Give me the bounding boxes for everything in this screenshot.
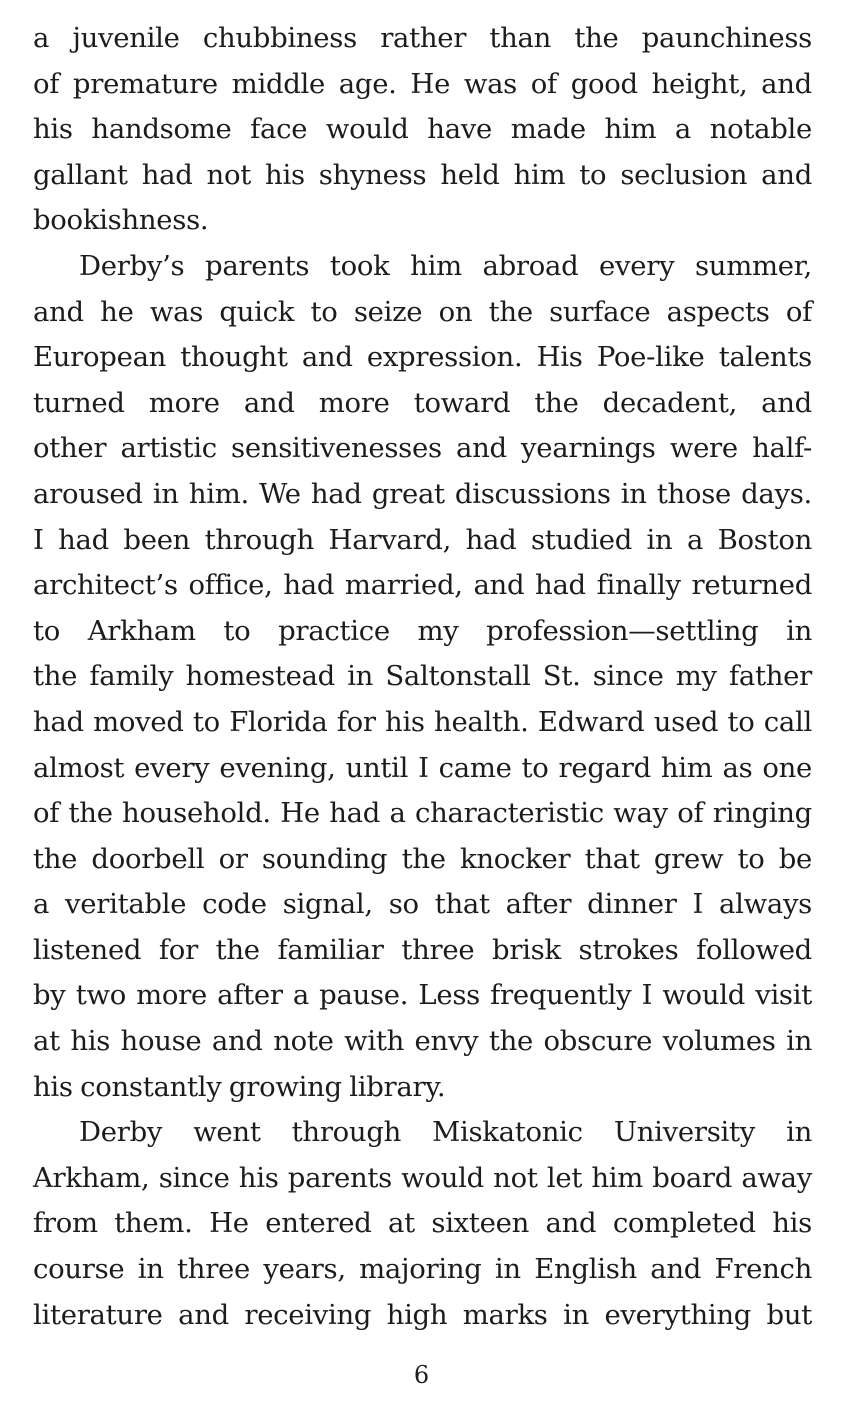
text-line: a juvenile chubbiness rather than the paunchiness	[33, 22, 812, 54]
page-number: 6	[413, 1361, 430, 1389]
text-line: by two more after a pause. Less frequently I would visit	[33, 979, 812, 1012]
text-line: bookishness.	[33, 204, 209, 237]
text-line: his handsome face would have made him a notable	[33, 113, 812, 146]
paragraph-3	[33, 1110, 812, 1338]
text-line: at his house and note with envy the obscure volumes in	[33, 1025, 812, 1058]
text-line: his constantly growing library.	[33, 1070, 446, 1103]
text-line: course in three years, majoring in English and French	[33, 1253, 812, 1286]
text-line: Derby’s parents took him abroad every summer,	[79, 249, 812, 282]
text-line: European thought and expression. His Poe-like talents	[33, 341, 812, 374]
text-line: architect’s office, had married, and had finally returned	[33, 569, 812, 602]
text-line: the doorbell or sounding the knocker that grew to be	[33, 842, 812, 875]
text-line: literature and receiving high marks in everything but	[33, 1298, 812, 1331]
text-line: to Arkham to practice my profession—settling in	[33, 614, 812, 647]
text-line: Arkham, since his parents would not let him board away	[33, 1161, 812, 1194]
text-line: almost every evening, until I came to regard him as one	[33, 751, 812, 784]
text-line: and he was quick to seize on the surface aspects of	[33, 295, 812, 328]
text-line: gallant had not his shyness held him to seclusion and	[33, 158, 812, 191]
text-line: had moved to Florida for his health. Edward used to call	[33, 705, 812, 738]
text-line: a veritable code signal, so that after dinner I always	[33, 888, 812, 921]
text-line: the family homestead in Saltonstall St. since my father	[33, 660, 812, 693]
text-line: turned more and more toward the decadent, and	[33, 386, 812, 419]
text-line: other artistic sensitivenesses and yearnings were half-	[33, 432, 812, 465]
paragraph-2	[33, 244, 812, 1110]
text-line: from them. He entered at sixteen and completed his	[33, 1207, 812, 1240]
text-line: I had been through Harvard, had studied in a Boston	[33, 523, 812, 556]
text-line: aroused in him. We had great discussions in those days.	[33, 477, 812, 510]
text-line: of premature middle age. He was of good height, and	[33, 67, 812, 100]
paragraph-1	[33, 16, 812, 244]
text-line: of the household. He had a characteristic way of ringing	[33, 797, 812, 830]
text-line: Derby went through Miskatonic University in	[79, 1116, 812, 1149]
text-line: listened for the familiar three brisk strokes followed	[33, 933, 812, 966]
page-body	[33, 16, 812, 1338]
